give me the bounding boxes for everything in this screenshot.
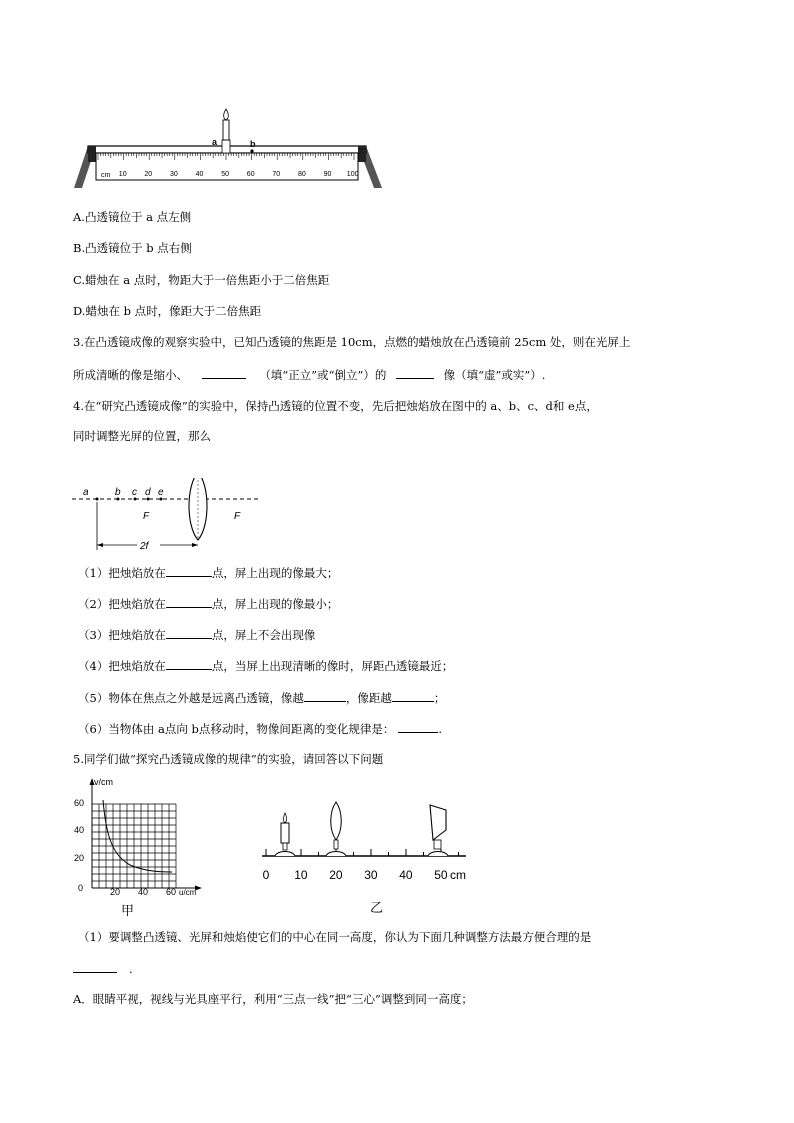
q5-line1: 5.同学们做“探究凸透镜成像的规律”的实验，请回答以下问题 [73, 752, 384, 766]
q4-line2: 同时调整光屏的位置，那么 [73, 429, 211, 443]
ruler-tick-label: 40 [195, 171, 204, 178]
q3-text-c: 像（填“虚”或实”）. [443, 368, 546, 382]
point-d-letter: d [145, 487, 151, 498]
q4-item-2-pre: （2）把烛焰放在 [78, 597, 166, 611]
q5-item1-blank[interactable] [73, 960, 117, 973]
q4-line1: 4.在“研究凸透镜成像”的实验中，保持凸透镜的位置不变，先后把烛焰放在图中的 a、b、c、d和 e点， [73, 399, 598, 413]
graph-xlabel: u/cm [179, 888, 197, 897]
q4-item-3 [78, 626, 315, 643]
bench-unit: cm [450, 868, 466, 882]
ruler-tick-label: 100 [346, 171, 359, 178]
q4-item-2-blank[interactable] [166, 595, 212, 608]
focal-right-label: F [234, 511, 241, 522]
q4-item-5-a: （5）物体在焦点之外越是远离凸透镜，像越 [78, 691, 304, 705]
ruler-unit-label: cm [101, 172, 111, 179]
q4-item-4-post: 点，当屏上出现清晰的像时，屏距凸透镜最近； [211, 659, 454, 673]
q5-item1-period: . [129, 962, 133, 976]
q4-item-5-blank-2[interactable] [392, 689, 434, 702]
ruler-tick-label: 20 [144, 171, 153, 178]
point-c-letter: c [132, 487, 137, 498]
ruler-tick-label: 50 [221, 171, 229, 178]
bench-tick-label: 30 [364, 868, 378, 882]
point-e-letter: e [158, 487, 164, 498]
focal-left-label: F [143, 511, 150, 522]
graph-ylabel: v/cm [94, 777, 113, 787]
ruler-tick-label: 60 [246, 171, 255, 178]
graph-xtick-40: 40 [138, 887, 149, 897]
bench-tick-label: 40 [399, 868, 413, 882]
q3-blank-2[interactable] [396, 366, 434, 379]
q2-option-b: B.凸透镜位于 b 点右侧 [73, 241, 192, 255]
q4-item-5-blank-1[interactable] [304, 689, 346, 702]
q4-item-5-c: ； [433, 691, 446, 705]
q4-item-1-post: 点，屏上出现的像最大； [211, 566, 339, 580]
q4-item-2 [78, 595, 338, 612]
q3-text-a: 所成清晰的像是缩小、 [73, 368, 188, 382]
bench-tick-label: 50 [434, 868, 448, 882]
ruler-tick-label: 90 [323, 171, 332, 178]
q4-item-3-blank[interactable] [166, 626, 212, 639]
q3-blank-1[interactable] [202, 366, 246, 379]
point-a-letter: a [83, 487, 89, 498]
q3-text-b: （填“正立”或“倒立”）的 [259, 368, 387, 382]
q4-item-6 [78, 720, 442, 737]
point-a-label: a [212, 137, 218, 147]
graph-ytick-60: 60 [74, 798, 85, 808]
q4-item-3-pre: （3）把烛焰放在 [78, 628, 166, 642]
graph-caption: 甲 [121, 903, 135, 918]
bench-tick-label: 20 [329, 868, 343, 882]
q2-option-a: A.凸透镜位于 a 点左侧 [73, 210, 192, 224]
q5-option-a: A．眼睛平视，视线与光具座平行，利用“三点一线”把“三心”调整到同一高度； [73, 992, 473, 1006]
two-f-label: 2f [140, 541, 149, 552]
graph-xtick-60: 60 [166, 887, 177, 897]
point-b-letter: b [115, 487, 121, 498]
q2-option-d: D.蜡烛在 b 点时，像距大于二倍焦距 [73, 304, 262, 318]
q5-item1-line2 [73, 960, 133, 977]
lens-points-figure [70, 478, 270, 554]
q4-item-6-a: （6）当物体由 a点向 b点移动时，物像间距离的变化规律是： [78, 722, 395, 736]
optical-bench-ruler-figure [72, 106, 384, 192]
point-b-label: b [250, 139, 256, 149]
q4-item-2-post: 点，屏上出现的像最小； [211, 597, 339, 611]
q2-option-c: C.蜡烛在 a 点时，物距大于一倍焦距小于二倍焦距 [73, 273, 330, 287]
q4-item-4-blank[interactable] [166, 657, 212, 670]
v-u-graph [70, 775, 220, 920]
bench-tick-label: 10 [294, 868, 308, 882]
ruler-tick-label: 70 [272, 171, 281, 178]
graph-ytick-40: 40 [74, 825, 85, 835]
ruler-tick-label: 30 [170, 171, 178, 178]
bench-figure [258, 800, 472, 920]
ruler-tick-label: 80 [298, 171, 306, 178]
q5-item1-line1: （1）要调整凸透镜、光屏和烛焰使它们的中心在同一高度，你认为下面几种调整方法最方便合理的是 [78, 930, 592, 944]
q4-item-1-pre: （1）把烛焰放在 [78, 566, 166, 580]
graph-ytick-20: 20 [74, 853, 85, 863]
graph-xtick-20: 20 [110, 887, 121, 897]
q4-item-4 [78, 657, 453, 674]
q4-item-5-b: ，像距越 [345, 691, 392, 705]
q4-item-6-blank[interactable] [398, 720, 438, 733]
q4-item-1-blank[interactable] [166, 564, 212, 577]
q3-line2 [73, 366, 545, 383]
q4-item-4-pre: （4）把烛焰放在 [78, 659, 166, 673]
q4-item-6-b: . [438, 722, 442, 736]
ruler-tick-label: 10 [118, 171, 127, 178]
graph-origin: 0 [78, 883, 84, 893]
q4-item-1 [78, 564, 338, 581]
bench-caption: 乙 [370, 900, 384, 915]
q3-line1: 3.在凸透镜成像的观察实验中，已知凸透镜的焦距是 10cm，点燃的蜡烛放在凸透镜前 25cm 处，则在光屏上 [73, 335, 631, 349]
q4-item-5 [78, 689, 445, 706]
bench-tick-label: 0 [262, 868, 270, 882]
q4-item-3-post: 点，屏上不会出现像 [211, 628, 316, 642]
